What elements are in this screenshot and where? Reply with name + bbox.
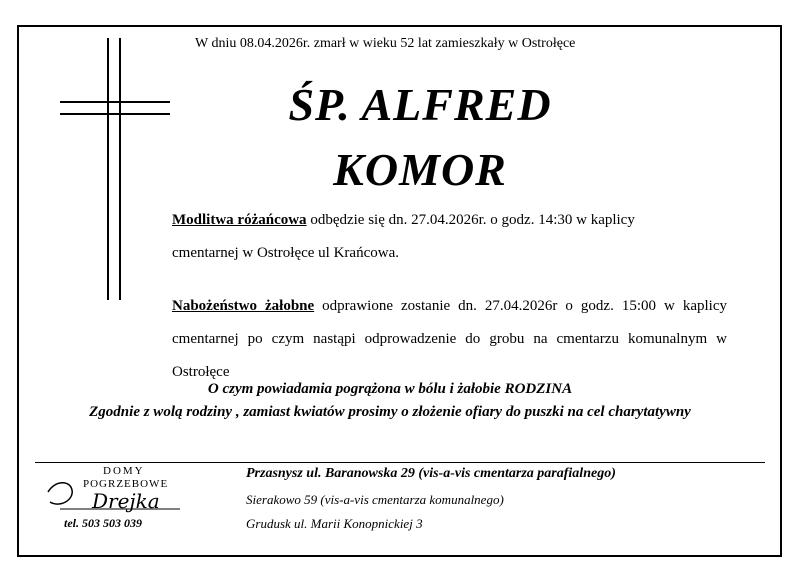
- address-sierakowo: Sierakowo 59 (vis-a-vis cmentarza komunalnego): [246, 492, 504, 507]
- service-label: Nabożeństwo żałobne: [172, 298, 315, 314]
- closing-family: O czym powiadamia pogrążona w bólu i żałobie RODZINA: [207, 381, 573, 397]
- closing-donation: Zgodnie z wolą rodziny , zamiast kwiatów prosimy o złożenie ofiary do puszki na cel charytatywny: [89, 404, 691, 420]
- logo-text-top: DOMY: [103, 465, 145, 477]
- deceased-name-first: ŚP. ALFRED: [288, 79, 552, 130]
- address-grudusk: Grudusk ul. Marii Konopnickiej 3: [246, 516, 423, 531]
- logo-text-mid: POGRZEBOWE: [83, 478, 169, 490]
- deceased-name-last: KOMOR: [333, 144, 507, 195]
- rosary-label: Modlitwa różańcowa: [172, 212, 307, 228]
- address-przasnysz: Przasnysz ul. Baranowska 29 (vis-a-vis cmentarza parafialnego): [246, 466, 616, 481]
- logo-script-text: Drejka: [92, 489, 160, 513]
- funeral-home-phone: tel. 503 503 039: [64, 516, 142, 530]
- service-text: odprawione zostanie dn. 27.04.2026r o godz. 15:00 w kaplicy cmentarnej po czym nastąpi odprowadzenie do grobu na cmentarzu komunalnym w Ostrołęce: [172, 298, 727, 380]
- intro-text: W dniu 08.04.2026r. zmarł w wieku 52 lat zamieszkały w Ostrołęce: [195, 36, 576, 51]
- rosary-text-2: cmentarnej w Ostrołęce ul Krańcowa.: [172, 245, 399, 261]
- rosary-text-1: odbędzie się dn. 27.04.2026r. o godz. 14:30 w kaplicy: [306, 212, 635, 228]
